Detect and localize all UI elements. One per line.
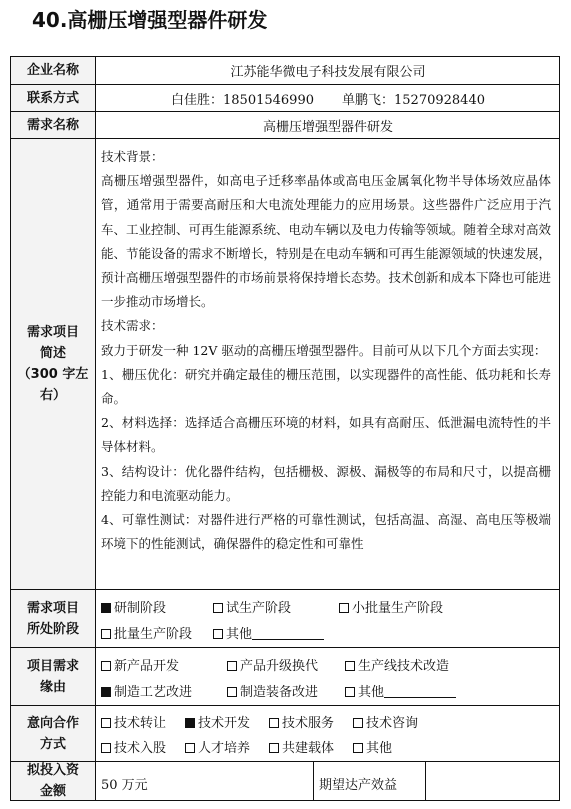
- stage-option[interactable]: 研制阶段: [101, 597, 166, 616]
- cooperation-option[interactable]: 技术开发: [185, 712, 250, 731]
- demand-name-value: 高栅压增强型器件研发: [262, 119, 393, 135]
- stage-label: 需求项目 所处阶段: [11, 590, 96, 647]
- cooperation-option[interactable]: 技术转让: [101, 712, 166, 731]
- checked-box-icon: [101, 603, 111, 613]
- contact-person-2: 单鹏飞：15270928440: [342, 92, 485, 108]
- checkbox-icon: [227, 661, 237, 671]
- stage-option[interactable]: 其他: [213, 623, 324, 642]
- contact-row: [11, 84, 559, 111]
- expected-benefit-label: 期望达产效益: [319, 778, 398, 793]
- cause-option[interactable]: 其他: [345, 681, 456, 700]
- cooperation-options: [101, 706, 555, 761]
- stage-option[interactable]: 试生产阶段: [213, 597, 291, 616]
- cooperation-option[interactable]: 人才培养: [185, 737, 250, 756]
- checkbox-icon: [185, 743, 195, 753]
- requirement-item-1: 1、栅压优化：研究并确定最佳的栅压范围，以实现器件的高性能、低功耗和长寿命。: [101, 366, 551, 407]
- background-paragraph: 高栅压增强型器件，如高电子迁移率晶体或高电压金属氧化物半导体场效应晶体管，通常用于需要高耐压和大电流处理能力的应用场景。这些器件广泛应用于汽车、工业控制、可再生能源系统、电动车辆以及电力传输等领域。随着全球对高效能、节能设备的需求不断增长，特别是在电动车辆和可再生能源领域的快速发展，预计高栅压增强型器件的市场前景将保持增长态势。技术创新和成本下降也可能进一步推动市场增长。: [101, 173, 552, 310]
- checkbox-icon: [101, 743, 111, 753]
- contact-person-1: 白佳胜：18501546990: [171, 92, 314, 108]
- cooperation-option[interactable]: 技术服务: [269, 712, 334, 731]
- other-blank-line[interactable]: [384, 685, 456, 698]
- column-divider: [313, 762, 314, 800]
- investment-amount: 50 万元: [101, 778, 148, 793]
- checkbox-icon: [101, 629, 111, 639]
- requirement-item-3: 3、结构设计：优化器件结构，包括栅极、源极、漏极等的布局和尺寸，以提高栅控能力和电流驱动能力。: [101, 463, 551, 503]
- description-text: [101, 145, 551, 556]
- page-title: 40.高栅压增强型器件研发: [32, 8, 268, 32]
- checkbox-icon: [227, 687, 237, 697]
- checkbox-icon: [101, 661, 111, 671]
- stage-options: [101, 590, 555, 647]
- checkbox-icon: [345, 687, 355, 697]
- checked-box-icon: [185, 718, 195, 728]
- cooperation-row: [11, 705, 559, 761]
- company-value: 江苏能华微电子科技发展有限公司: [230, 65, 426, 80]
- checkbox-icon: [213, 603, 223, 613]
- description-label: 需求项目 简述 （300 字左 右）: [11, 139, 96, 589]
- checked-box-icon: [101, 687, 111, 697]
- cause-option[interactable]: 生产线技术改造: [345, 655, 449, 674]
- checkbox-icon: [345, 661, 355, 671]
- checkbox-icon: [353, 718, 363, 728]
- checkbox-icon: [101, 718, 111, 728]
- column-divider: [425, 762, 426, 800]
- stage-row: [11, 589, 559, 647]
- cause-label: 项目需求 缘由: [11, 648, 96, 705]
- requirement-heading: 技术需求：: [101, 318, 164, 334]
- demand-form-table: [10, 56, 560, 801]
- cooperation-label: 意向合作 方式: [11, 706, 96, 761]
- requirement-item-4: 4、可靠性测试：对器件进行严格的可靠性测试，包括高温、高湿、高电压等极端环境下的性能测试，确保器件的稳定性和可靠性: [101, 512, 551, 552]
- cooperation-option[interactable]: 技术入股: [101, 737, 166, 756]
- cause-option[interactable]: 制造工艺改进: [101, 681, 192, 700]
- other-blank-line[interactable]: [252, 627, 324, 640]
- cooperation-option[interactable]: 技术咨询: [353, 712, 418, 731]
- checkbox-icon: [339, 603, 349, 613]
- cooperation-option[interactable]: 其他: [353, 737, 392, 756]
- checkbox-icon: [269, 743, 279, 753]
- investment-row: [11, 761, 559, 800]
- cause-option[interactable]: 产品升级换代: [227, 655, 318, 674]
- requirement-intro: 致力于研发一种 12V 驱动的高栅压增强型器件。目前可从以下几个方面去实现：: [101, 342, 547, 358]
- cause-option[interactable]: 制造装备改进: [227, 681, 318, 700]
- checkbox-icon: [213, 629, 223, 639]
- company-row: [11, 57, 559, 84]
- contact-label: 联系方式: [11, 85, 96, 111]
- checkbox-icon: [353, 743, 363, 753]
- demand-name-row: [11, 111, 559, 138]
- company-label: 企业名称: [11, 57, 96, 84]
- stage-option[interactable]: 小批量生产阶段: [339, 597, 443, 616]
- checkbox-icon: [269, 718, 279, 728]
- cooperation-option[interactable]: 共建载体: [269, 737, 334, 756]
- cause-row: [11, 647, 559, 705]
- cause-options: [101, 648, 555, 705]
- requirement-item-2: 2、材料选择：选择适合高栅压环境的材料，如具有高耐压、低泄漏电流特性的半导体材料。: [101, 415, 551, 455]
- cause-option[interactable]: 新产品开发: [101, 655, 179, 674]
- description-row: [11, 138, 559, 589]
- demand-name-label: 需求名称: [11, 112, 96, 138]
- background-heading: 技术背景：: [101, 149, 164, 164]
- investment-label: 拟投入资 金额: [11, 762, 96, 800]
- stage-option[interactable]: 批量生产阶段: [101, 623, 192, 642]
